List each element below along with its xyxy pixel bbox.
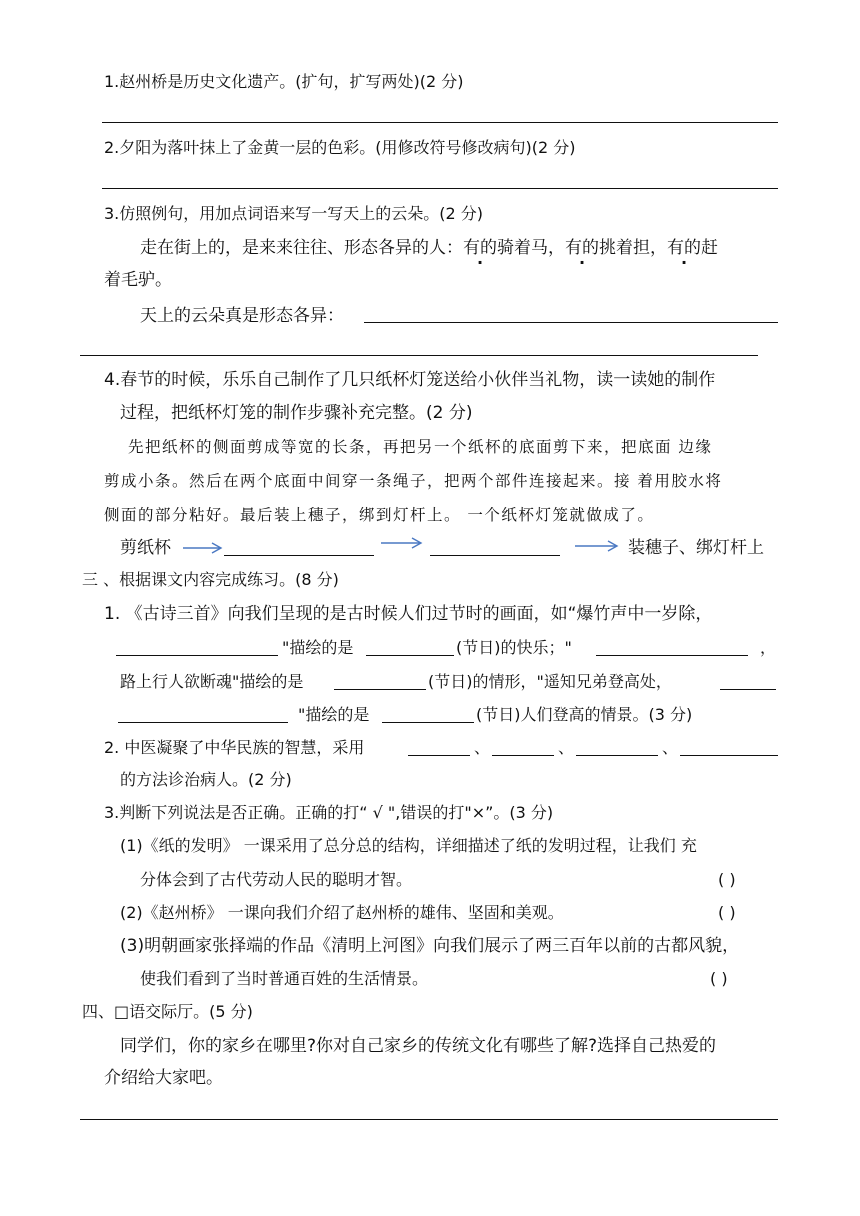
- poem-blank-2[interactable]: [596, 655, 748, 656]
- example-text: 骑着马，: [497, 238, 565, 258]
- judge-item-3-line2: 使我们看到了当时普通百姓的生活情景。: [140, 969, 429, 988]
- question-1: 1.赵州桥是历史文化遗产。(扩句，扩写两处)(2 分): [104, 72, 464, 91]
- festival-blank-2[interactable]: [334, 689, 426, 690]
- separator: 、: [474, 738, 491, 757]
- poem-blank-3b[interactable]: [118, 722, 288, 723]
- example-text: 走在街上的，是来来往往、形态各异的人：: [140, 238, 463, 258]
- dotted-word-3: 有的: [667, 238, 701, 258]
- step-first: 剪纸杯: [120, 538, 171, 558]
- sec4-prompt: 同学们，你的家乡在哪里?你对自己家乡的传统文化有哪些了解?选择自己热爱的: [120, 1036, 717, 1056]
- passage-line: 先把纸杯的侧面剪成等宽的长条，再把另一个纸杯的底面剪下来，把底面 边缘: [128, 438, 713, 456]
- step-blank-2[interactable]: [430, 555, 560, 556]
- poem-blank-1[interactable]: [116, 655, 278, 656]
- sec3-q1-text: (节日)的情形，"遥知兄弟登高处，: [428, 672, 672, 691]
- festival-blank-1[interactable]: [366, 655, 454, 656]
- sec4-prompt-line2: 介绍给大家吧。: [104, 1068, 223, 1088]
- method-blank-3[interactable]: [576, 755, 658, 756]
- dotted-word-2: 有的: [565, 238, 599, 258]
- question-4-title-line2: 过程，把纸杯灯笼的制作步骤补充完整。(2 分): [120, 403, 473, 423]
- section-3-heading: 三 、根据课文内容完成练习。(8 分): [82, 570, 339, 589]
- separator: 、: [662, 738, 679, 757]
- judge-answer-3[interactable]: ( ): [710, 969, 728, 988]
- sec3-q1-text: 路上行人欲断魂"描绘的是: [120, 672, 304, 691]
- answer-line-sec4[interactable]: [80, 1119, 778, 1120]
- question-2: 2.夕阳为落叶抹上了金黄一层的色彩。(用修改符号修改病句)(2 分): [104, 138, 576, 157]
- judge-item-3: (3)明朝画家张择端的作品《清明上河图》向我们展示了两三百年以前的古都风貌，: [120, 936, 740, 956]
- sec3-q2-text: 2. 中医凝聚了中华民族的智慧，采用: [104, 738, 365, 757]
- method-blank-1[interactable]: [408, 755, 470, 756]
- sec3-q1-text: "描绘的是: [282, 638, 354, 657]
- step-last: 装穗子、绑灯杆上: [628, 538, 764, 558]
- judge-item-1-line2: 分体会到了古代劳动人民的聪明才智。: [140, 870, 413, 889]
- question-3-example-line2: 着毛驴。: [104, 270, 172, 290]
- judge-item-2: (2)《赵州桥》 一课向我们介绍了赵州桥的雄伟、坚固和美观。: [120, 903, 564, 922]
- step-blank-1[interactable]: [224, 555, 374, 556]
- arrow-right-icon: [574, 537, 620, 553]
- sec3-q1-line1: 1. 《古诗三首》向我们呈现的是古时候人们过节时的画面，如“爆竹声中一岁除，: [104, 604, 713, 624]
- method-blank-2[interactable]: [492, 755, 554, 756]
- question-3-prompt: 天上的云朵真是形态各异：: [140, 306, 344, 326]
- answer-line-q3b[interactable]: [80, 355, 758, 356]
- judge-item-1: (1)《纸的发明》 一课采用了总分总的结构，详细描述了纸的发明过程，让我们 充: [120, 836, 697, 855]
- sec3-q2-text-line2: 的方法诊治病人。(2 分): [120, 770, 292, 789]
- sec3-q1-text: (节日)的快乐；": [456, 638, 572, 657]
- sec3-q1-text: "描绘的是: [298, 705, 370, 724]
- festival-blank-3[interactable]: [382, 722, 474, 723]
- judge-answer-1[interactable]: ( ): [718, 870, 736, 889]
- judge-answer-2[interactable]: ( ): [718, 903, 736, 922]
- poem-blank-3a[interactable]: [720, 689, 776, 690]
- answer-line-q1[interactable]: [102, 122, 778, 123]
- answer-line-q2[interactable]: [102, 188, 778, 189]
- question-3-title: 3.仿照例句，用加点词语来写一写天上的云朵。(2 分): [104, 204, 484, 223]
- answer-line-q3a[interactable]: [364, 322, 778, 323]
- sec3-q3-title: 3.判断下列说法是否正确。正确的打“ √ ",错误的打"×”。(3 分): [104, 803, 554, 822]
- sec3-q1-text: ，: [760, 638, 777, 657]
- passage-line: 侧面的部分粘好。最后装上穗子，绑到灯杆上。 一个纸杯灯笼就做成了。: [104, 506, 655, 524]
- method-blank-4[interactable]: [680, 755, 778, 756]
- arrow-right-icon: [182, 538, 224, 554]
- dotted-word-1: 有的: [463, 238, 497, 258]
- arrow-right-icon: [380, 534, 424, 550]
- question-3-example: [140, 240, 718, 257]
- sec3-q1-text: (节日)人们登高的情景。(3 分): [476, 705, 693, 724]
- example-text: 挑着担，: [599, 238, 667, 258]
- example-text: 赶: [701, 238, 718, 258]
- section-4-heading: 四、□语交际厅。(5 分): [82, 1002, 253, 1021]
- question-4-title: 4.春节的时候，乐乐自己制作了几只纸杯灯笼送给小伙伴当礼物，读一读她的制作: [104, 370, 716, 390]
- separator: 、: [558, 738, 575, 757]
- passage-line: 剪成小条。然后在两个底面中间穿一条绳子，把两个部件连接起来。接 着用胶水将: [104, 472, 723, 490]
